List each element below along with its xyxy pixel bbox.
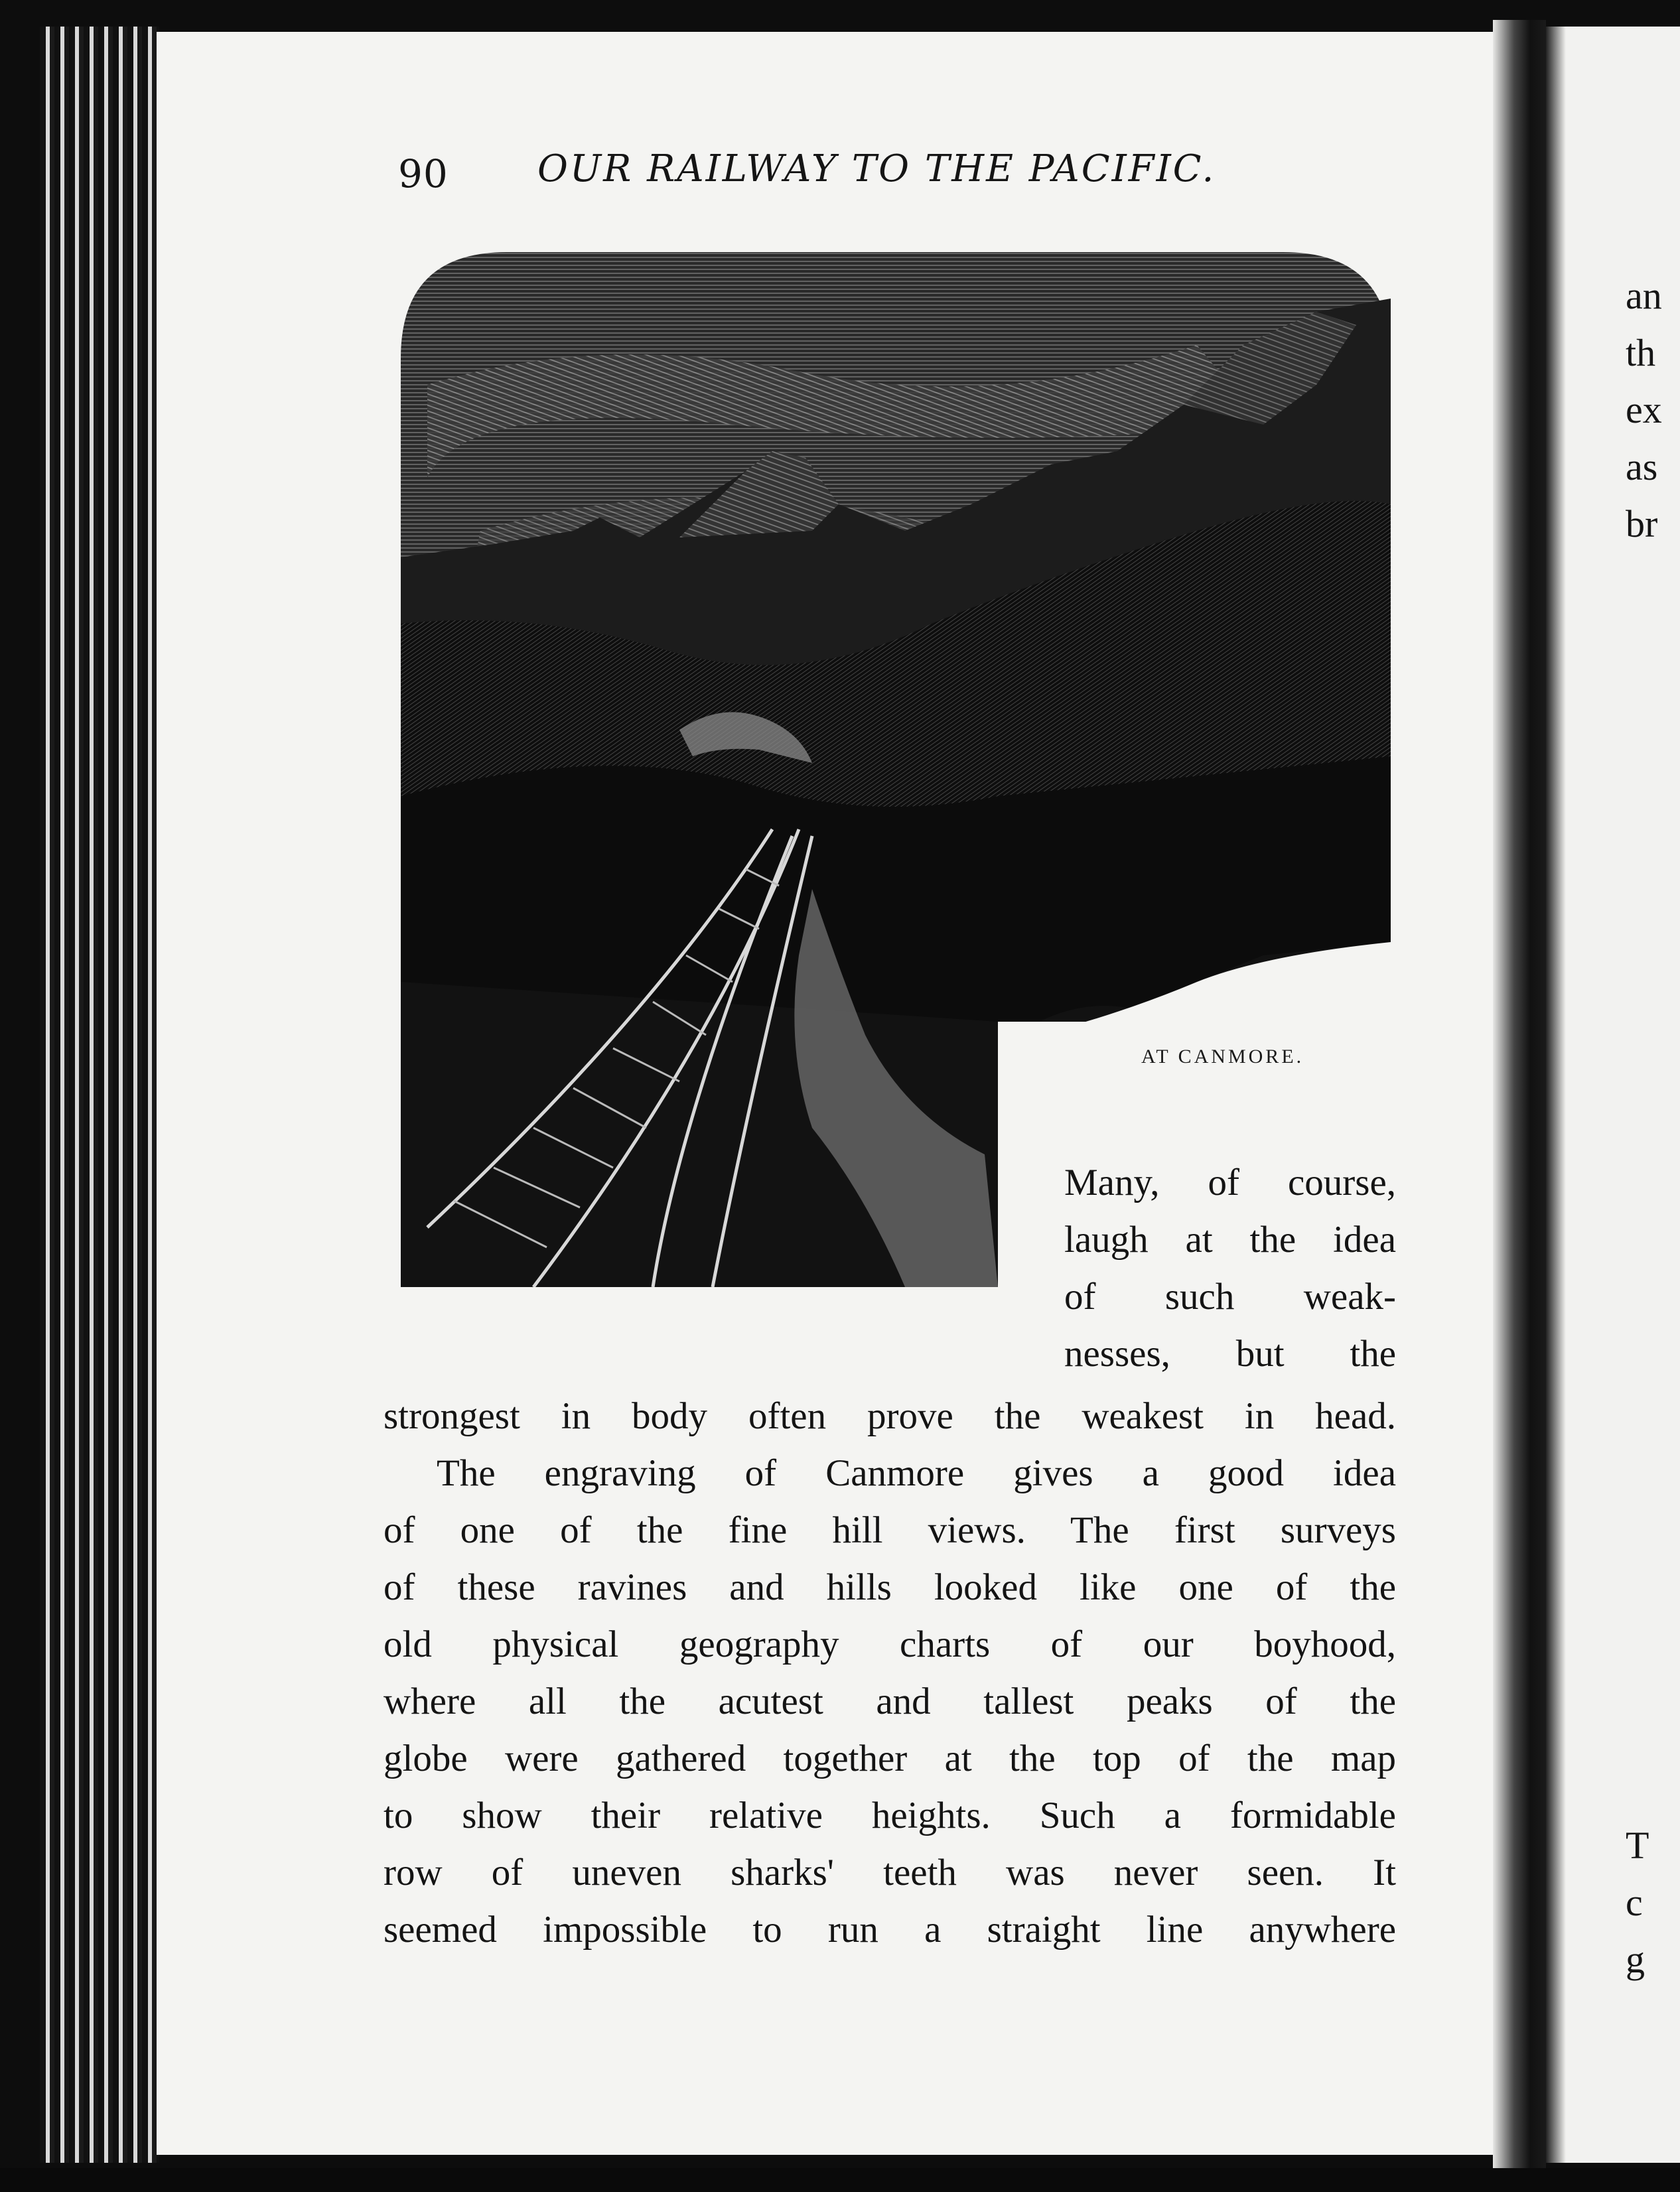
facing-page-shadow: [1546, 27, 1566, 2163]
text-line: old physical geography charts of our boyhood,: [384, 1623, 1396, 1665]
text-line: where all the acutest and tallest peaks of the: [384, 1680, 1396, 1722]
text-line: laugh at the idea: [1064, 1219, 1396, 1261]
text-line: strongest in body often prove the weakest in head.: [384, 1395, 1396, 1437]
facing-page-fragment: g: [1626, 1938, 1645, 1981]
text-line: of such weak-: [1064, 1276, 1396, 1318]
page-edge-stack: [40, 27, 159, 2163]
text-line: of these ravines and hills looked like one of the: [384, 1566, 1396, 1608]
wrapped-text-column: [1064, 1154, 1396, 1383]
text-line: to show their relative heights. Such a formidable: [384, 1795, 1396, 1836]
facing-page-fragment: br: [1626, 502, 1658, 545]
engraving-canmore: [401, 252, 1391, 1287]
facing-page-fragment: an: [1626, 274, 1662, 317]
text-line: nesses, but the: [1064, 1333, 1396, 1375]
facing-page-fragment: ex: [1626, 388, 1662, 431]
text-line: row of uneven sharks' teeth was never seen. It: [384, 1852, 1396, 1893]
paragraph-first-line: The engraving of Canmore gives a good idea: [437, 1452, 1396, 1494]
facing-page-fragment: T: [1626, 1824, 1649, 1867]
facing-page: [1546, 27, 1680, 2163]
engraving-illustration: [401, 252, 1391, 1287]
facing-page-fragment: th: [1626, 331, 1656, 374]
text-line: globe were gathered together at the top of the map: [384, 1738, 1396, 1779]
text-line: seemed impossible to run a straight line anywhere: [384, 1909, 1396, 1951]
facing-page-fragment: as: [1626, 445, 1658, 488]
running-title: OUR RAILWAY TO THE PACIFIC.: [537, 147, 1216, 190]
text-line: of one of the fine hill views. The first surveys: [384, 1509, 1396, 1551]
page-number: 90: [398, 151, 449, 196]
scan-border: [0, 2168, 1680, 2192]
book-gutter: [1493, 20, 1546, 2169]
facing-page-fragment: c: [1626, 1881, 1643, 1924]
figure-caption: AT CANMORE.: [1141, 1046, 1304, 1067]
body-text: [384, 1388, 1396, 1958]
text-line: Many, of course,: [1064, 1162, 1396, 1203]
